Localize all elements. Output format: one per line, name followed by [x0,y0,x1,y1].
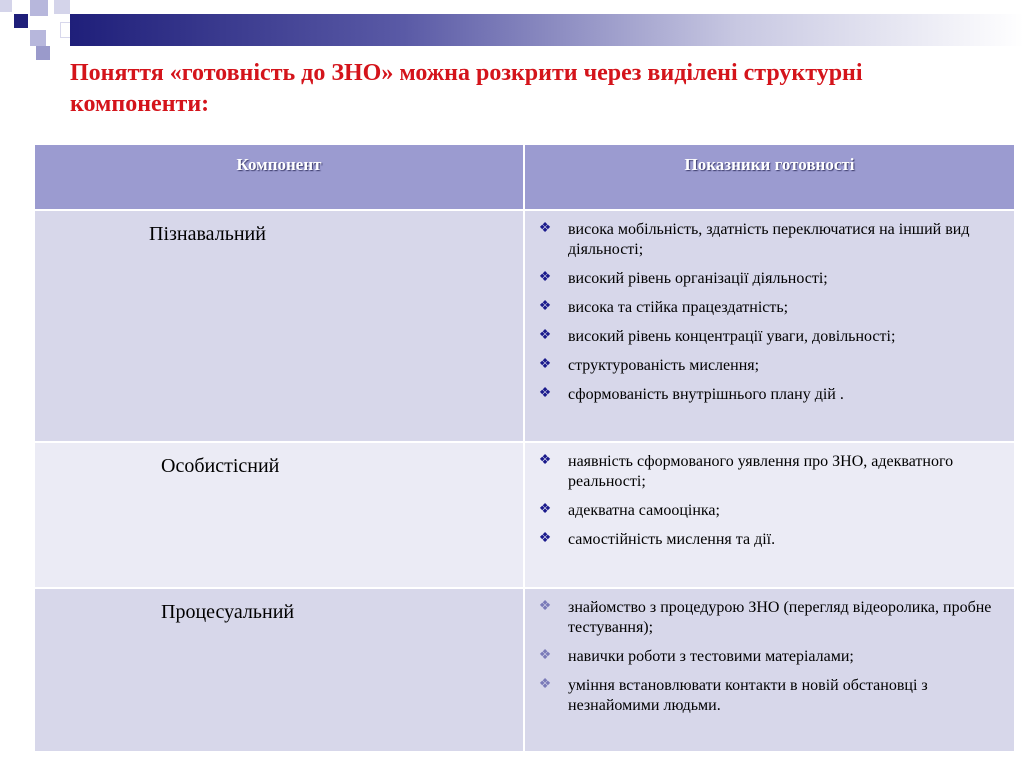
diamond-bullet-icon: ❖ [538,386,552,401]
diamond-bullet-icon: ❖ [538,328,552,343]
indicator-text: високий рівень організації діяльності; [568,270,828,287]
component-cell [34,442,524,588]
list-item [538,598,993,638]
component-name: Особистісний [161,455,280,477]
indicator-text: висока мобільність, здатність переключатися на інший вид діяльності; [568,221,970,258]
indicator-list [526,444,1013,550]
header-gradient-bar [70,14,1024,46]
indicator-text: високий рівень концентрації уваги, довільності; [568,328,896,345]
component-cell [34,588,524,752]
diamond-bullet-icon: ❖ [538,531,552,546]
diamond-bullet-icon: ❖ [538,502,552,517]
indicators-cell [524,442,1015,588]
list-item [538,530,993,550]
indicator-text: структурованість мислення; [568,357,760,374]
readiness-table [33,143,1016,753]
decor-square [30,0,48,16]
indicator-text: уміння встановлювати контакти в новій обстановці з незнайомими людьми. [568,677,928,714]
decor-square [54,0,70,14]
indicator-text: знайомство з процедурою ЗНО (перегляд відеоролика, пробне тестування); [568,599,992,636]
list-item [538,327,993,347]
indicator-text: навички роботи з тестовими матеріалами; [568,648,854,665]
component-name: Пізнавальний [149,223,266,245]
diamond-bullet-icon: ❖ [538,599,552,614]
table-row [34,588,1015,752]
indicator-list [526,590,1013,716]
decor-square [14,14,28,28]
indicator-text: самостійність мислення та дії. [568,531,776,548]
header-indicators: Показники готовності [524,144,1015,210]
component-cell [34,210,524,442]
decor-square [0,0,12,12]
list-item [538,452,993,492]
list-item [538,220,993,260]
indicators-cell [524,588,1015,752]
diamond-bullet-icon: ❖ [538,299,552,314]
slide-title: Поняття «готовність до ЗНО» можна розкрити через виділені структурні компоненти: [70,60,863,117]
indicators-cell [524,210,1015,442]
decor-square [30,30,46,46]
diamond-bullet-icon: ❖ [538,221,552,236]
list-item [538,647,993,667]
list-item [538,676,993,716]
indicator-text: адекватна самооцінка; [568,502,720,519]
indicator-text: сформованість внутрішнього плану дій . [568,386,844,403]
table-row [34,210,1015,442]
table-row [34,442,1015,588]
diamond-bullet-icon: ❖ [538,648,552,663]
indicator-list [526,212,1013,405]
diamond-bullet-icon: ❖ [538,677,552,692]
indicator-text: висока та стійка працездатність; [568,299,789,316]
table-header-row [34,144,1015,210]
list-item [538,356,993,376]
diamond-bullet-icon: ❖ [538,270,552,285]
diamond-bullet-icon: ❖ [538,453,552,468]
list-item [538,501,993,521]
decor-square [36,46,50,60]
header-component: Компонент [34,144,524,210]
list-item [538,385,993,405]
component-name: Процесуальний [161,601,295,623]
diamond-bullet-icon: ❖ [538,357,552,372]
list-item [538,298,993,318]
list-item [538,269,993,289]
indicator-text: наявність сформованого уявлення про ЗНО, адекватного реальності; [568,453,954,490]
